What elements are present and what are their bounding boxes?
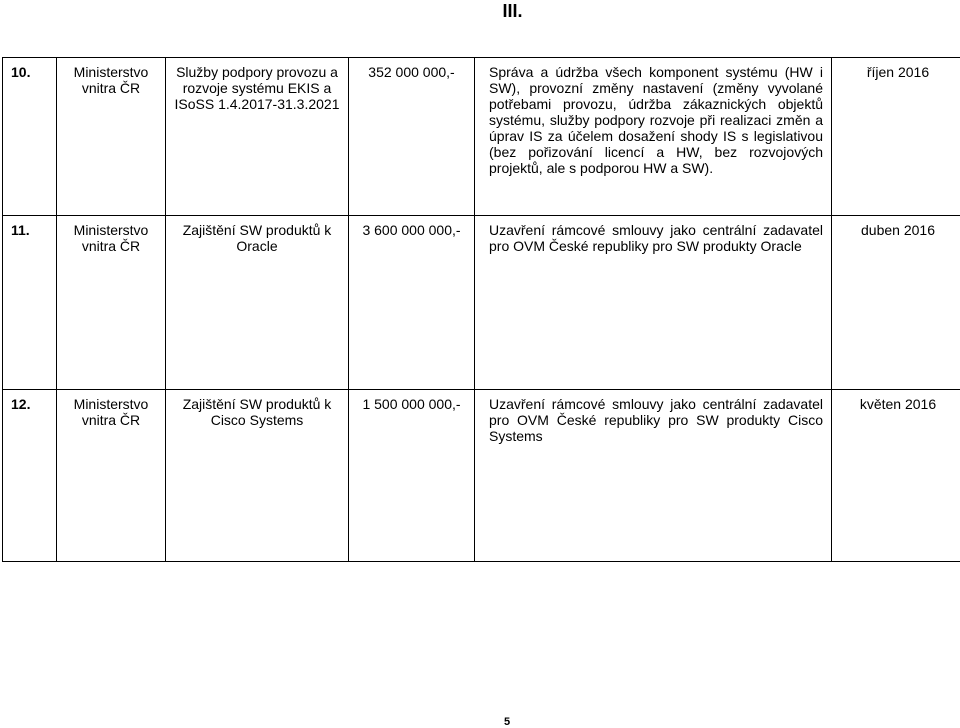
date-value: duben 2016 <box>861 222 935 238</box>
row-number-cell <box>3 390 57 562</box>
description-cell <box>475 216 832 390</box>
row-number: 10. <box>11 64 31 80</box>
date-value: květen 2016 <box>859 396 937 412</box>
organization-cell: Ministerstvo vnitra ČR <box>57 58 166 216</box>
price-cell <box>349 216 475 390</box>
date-value: říjen 2016 <box>866 64 930 80</box>
price-cell <box>349 58 475 216</box>
subject-cell: Služby podpory provozu a rozvoje systému EKIS a ISoSS 1.4.2017-31.3.2021 <box>166 58 349 216</box>
description-text: Uzavření rámcové smlouvy jako centrální zadavatel pro OVM České republiky pro SW produkty Cisco Systems <box>489 396 823 444</box>
row-number-cell <box>3 216 57 390</box>
row-number-cell <box>3 58 57 216</box>
description-text: Správa a údržba všech komponent systému (HW i SW), provozní změny nastavení (změny vyvolané potřebami provozu, údržba zákaznických objektů systému, služby podpory rozvoje při realizaci změn a úprav IS za účelem dosažení shody IS s legislativou (bez pořizování licencí a HW, bez rozvojových projektů, ale s podporou HW a SW). <box>489 64 823 176</box>
subject-cell: Zajištění SW produktů k Cisco Systems <box>166 390 349 562</box>
row-number: 11. <box>11 222 30 238</box>
description-cell <box>475 390 832 562</box>
price-cell <box>349 390 475 562</box>
price-value: 3 600 000 000,- <box>362 222 461 238</box>
row-number: 12. <box>11 396 31 412</box>
date-cell <box>832 216 960 390</box>
price-value: 352 000 000,- <box>368 64 455 80</box>
subject-cell: Zajištění SW produktů k Oracle <box>166 216 349 390</box>
page-number: 5 <box>504 716 511 728</box>
table-row <box>3 58 960 216</box>
organization-cell: Ministerstvo vnitra ČR <box>57 216 166 390</box>
date-cell <box>832 390 960 562</box>
section-heading: III. <box>502 1 523 21</box>
table-row <box>3 390 960 562</box>
contracts-table <box>2 57 960 562</box>
table-row <box>3 216 960 390</box>
description-cell <box>475 58 832 216</box>
organization-cell: Ministerstvo vnitra ČR <box>57 390 166 562</box>
price-value: 1 500 000 000,- <box>362 396 461 412</box>
description-text: Uzavření rámcové smlouvy jako centrální zadavatel pro OVM České republiky pro SW produkty Oracle <box>489 222 823 254</box>
date-cell <box>832 58 960 216</box>
